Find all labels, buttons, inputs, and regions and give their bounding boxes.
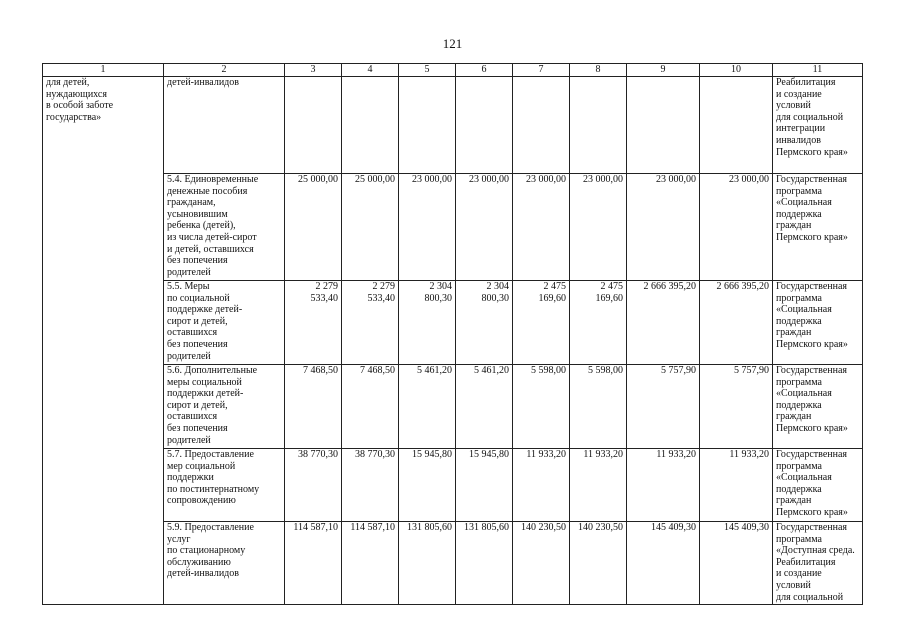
value-cell: 11 933,20 [570,449,627,522]
value-cell: 11 933,20 [513,449,570,522]
value-cell: 23 000,00 [456,174,513,281]
value-cell: 2 475 169,60 [570,281,627,365]
value-cell: 114 587,10 [285,522,342,605]
value-cell: 140 230,50 [513,522,570,605]
table-row [43,281,863,365]
value-cell [570,77,627,174]
value-cell: 2 666 395,20 [700,281,773,365]
value-cell: 114 587,10 [342,522,399,605]
value-cell: 23 000,00 [399,174,456,281]
column-header: 9 [627,64,700,77]
program-cell: Государственная программа «Доступная среда. Реабилитация и создание условий для социальной [773,522,863,605]
value-cell: 145 409,30 [700,522,773,605]
value-cell: 7 468,50 [342,365,399,449]
value-cell: 5 598,00 [570,365,627,449]
value-cell: 23 000,00 [570,174,627,281]
value-cell [700,77,773,174]
value-cell: 15 945,80 [456,449,513,522]
column-header: 1 [43,64,164,77]
measure-name-cell: 5.4. Единовременные денежные пособия гражданам, усыновившим ребенка (детей), из числа детей-сирот и детей, оставшихся без попечения родителей [164,174,285,281]
column-header: 7 [513,64,570,77]
measure-name-cell: 5.9. Предоставление услуг по стационарному обслуживанию детей-инвалидов [164,522,285,605]
column-header: 10 [700,64,773,77]
column-header: 3 [285,64,342,77]
value-cell: 23 000,00 [627,174,700,281]
value-cell: 11 933,20 [627,449,700,522]
value-cell: 25 000,00 [285,174,342,281]
value-cell: 2 279 533,40 [285,281,342,365]
value-cell [627,77,700,174]
value-cell: 15 945,80 [399,449,456,522]
column-header: 6 [456,64,513,77]
value-cell: 25 000,00 [342,174,399,281]
measure-name-cell: детей-инвалидов [164,77,285,174]
column-header: 2 [164,64,285,77]
value-cell: 38 770,30 [285,449,342,522]
value-cell: 38 770,30 [342,449,399,522]
value-cell [399,77,456,174]
value-cell: 2 304 800,30 [399,281,456,365]
value-cell: 2 666 395,20 [627,281,700,365]
page-number: 121 [442,36,463,51]
value-cell [456,77,513,174]
column-header: 4 [342,64,399,77]
value-cell: 23 000,00 [700,174,773,281]
value-cell: 23 000,00 [513,174,570,281]
program-cell: Государственная программа «Социальная поддержка граждан Пермского края» [773,365,863,449]
value-cell: 131 805,60 [456,522,513,605]
value-cell: 5 461,20 [456,365,513,449]
value-cell: 131 805,60 [399,522,456,605]
column-header: 8 [570,64,627,77]
table-row [43,365,863,449]
value-cell: 2 279 533,40 [342,281,399,365]
column-header: 5 [399,64,456,77]
table-row [43,174,863,281]
value-cell: 2 475 169,60 [513,281,570,365]
value-cell: 5 598,00 [513,365,570,449]
value-cell: 11 933,20 [700,449,773,522]
measure-name-cell: 5.6. Дополнительные меры социальной поддержки детей- сирот и детей, оставшихся без попечения родителей [164,365,285,449]
column-header: 11 [773,64,863,77]
program-cell: Государственная программа «Социальная поддержка граждан Пермского края» [773,281,863,365]
program-cell: Государственная программа «Социальная поддержка граждан Пермского края» [773,449,863,522]
measure-name-cell: 5.7. Предоставление мер социальной поддержки по постинтернатному сопровождению [164,449,285,522]
value-cell: 2 304 800,30 [456,281,513,365]
value-cell [513,77,570,174]
value-cell [342,77,399,174]
program-goal-cell: для детей, нуждающихся в особой заботе государства» [43,77,164,605]
value-cell: 140 230,50 [570,522,627,605]
header-row [43,64,863,77]
value-cell: 5 757,90 [700,365,773,449]
table-row [43,522,863,605]
measure-name-cell: 5.5. Меры по социальной поддержке детей- сирот и детей, оставшихся без попечения родителей [164,281,285,365]
value-cell: 7 468,50 [285,365,342,449]
value-cell: 145 409,30 [627,522,700,605]
table-row [43,77,863,174]
budget-table [42,63,863,605]
value-cell [285,77,342,174]
table-row [43,449,863,522]
program-cell: Реабилитация и создание условий для социальной интеграции инвалидов Пермского края» [773,77,863,174]
value-cell: 5 461,20 [399,365,456,449]
program-cell: Государственная программа «Социальная поддержка граждан Пермского края» [773,174,863,281]
value-cell: 5 757,90 [627,365,700,449]
